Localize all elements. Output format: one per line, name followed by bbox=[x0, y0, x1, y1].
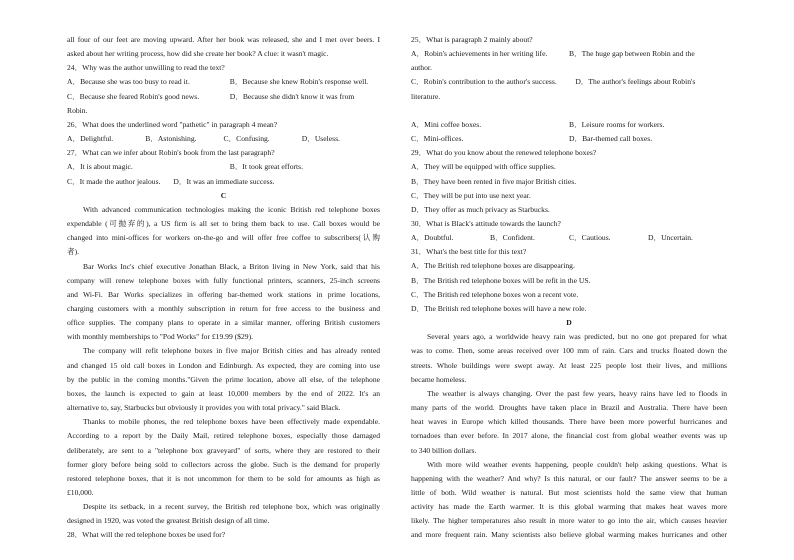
option-a: A．They will be equipped with office supplies. bbox=[411, 162, 556, 172]
text-line: was to come. Then, some areas received over 100 mm of rain. Cars and trucks floated down the bbox=[411, 346, 727, 356]
section-d-title: D bbox=[566, 318, 572, 328]
text-line: by the public in the coming months."Given the prime location, above all else, of the telephone bbox=[67, 374, 380, 384]
text-line: and Wi-Fi. Bar Works specializes in offering bar-themed work stations in prime locations, bbox=[67, 289, 380, 299]
option-c: C．The British red telephone boxes won a recent vote. bbox=[411, 289, 579, 299]
text-line: streets. Whole buildings were swept away. At least 225 people lost their lives, and millions bbox=[411, 360, 727, 370]
text-line: The weather is always changing. Over the past few years, heavy rains have led to floods in bbox=[427, 388, 727, 398]
question-30-stem: 30．What is Black's attitude towards the launch? bbox=[411, 219, 561, 229]
question-28-stem: 28．What will the red telephone boxes be used for? bbox=[67, 530, 226, 540]
option-b-continued: author. bbox=[411, 63, 432, 73]
option-d: D．The author's feelings about Robin's bbox=[575, 77, 696, 87]
option-a: A．Robin's achievements in her writing life. bbox=[411, 49, 548, 59]
question-25-options-row1 bbox=[411, 47, 727, 61]
option-b: B．Confident. bbox=[490, 233, 535, 243]
option-c: C．They will be put into use next year. bbox=[411, 190, 531, 200]
spacer bbox=[411, 104, 727, 118]
text-line: to 340 billion dollars. bbox=[411, 445, 477, 455]
text-line: happening with the weather? And why? Is this natural, or our fault? The answer seems to be a bbox=[411, 473, 727, 483]
text-line: The company will refit telephone boxes in five major British cities and has already rented bbox=[83, 346, 380, 356]
option-c: C．Mini-offices. bbox=[411, 134, 464, 144]
text-line: According to a report by the Daily Mail, retired telephone boxes, especially those damaged bbox=[67, 431, 380, 441]
text-line: office supplies. The company plans to operate in a similar manner, offering British customers bbox=[67, 318, 380, 328]
text-line: and changed 15 old call boxes in London and Edinburgh. As expected, they are coming into use bbox=[67, 360, 380, 370]
text-line: all four of our feet are moving upward. After her book was released, she and I met over beers. I bbox=[67, 35, 380, 44]
text-line: likely. The higher temperatures also result in more water to go into the air, which causes heavier bbox=[411, 516, 727, 526]
question-25-stem: 25．What is paragraph 2 mainly about? bbox=[411, 35, 533, 44]
question-28-options-row2 bbox=[411, 132, 727, 146]
question-27-options-row2 bbox=[67, 175, 380, 189]
question-26-stem: 26．What does the underlined word "pathetic" in paragraph 4 mean? bbox=[67, 119, 278, 129]
option-c: C．It made the author jealous. bbox=[67, 176, 161, 186]
option-d: D．Bar-themed call boxes. bbox=[569, 134, 653, 144]
option-a: A．Because she was too busy to read it. bbox=[67, 77, 190, 87]
text-line: asked about her writing process, how did she create her book? A clue: it wasn't magic. bbox=[67, 49, 329, 59]
question-26-options bbox=[67, 132, 380, 146]
option-c: C．Because she feared Robin's good news. bbox=[67, 91, 200, 101]
text-line: With more wild weather events happening, people couldn't help asking questions. What is bbox=[427, 459, 727, 469]
text-line: expendable (可抛弃的), a US firm is all set to bring them back to use. Call boxes would be bbox=[67, 219, 380, 229]
text-line: Despite its setback, in a recent survey, the British red telephone box, which was originally bbox=[83, 502, 380, 512]
section-c-title: C bbox=[220, 190, 227, 200]
option-c: C．Confusing. bbox=[223, 134, 270, 144]
text-line: charging customers with a monthly subscription in return for free access to the business and bbox=[67, 303, 380, 313]
text-line: and more frequent rain. Many scientists also believe global warming makes hurricanes and other bbox=[411, 530, 727, 540]
text-line: Bar Works Inc's chief executive Jonathan Black, a Briton living in New York, said that his bbox=[83, 261, 380, 271]
question-27-stem: 27．What can we infer about Robin's book from the last paragraph? bbox=[67, 148, 275, 158]
question-31-stem: 31．What's the best title for this text? bbox=[411, 247, 527, 257]
question-30-options bbox=[411, 231, 727, 245]
text-line: alternative to, say, Starbucks but obviously it provides you with total privacy." said Black. bbox=[67, 403, 341, 413]
option-d-continued: literature. bbox=[411, 91, 441, 101]
text-line: 者). bbox=[67, 247, 80, 257]
option-a: A．The British red telephone boxes are disappearing. bbox=[411, 261, 575, 271]
text-line: heat waves in Europe which killed thousands. There have been more powerful hurricanes and bbox=[411, 417, 727, 427]
text-line: with monthly memberships to "Pod Works" for £19.99 ($29). bbox=[67, 332, 254, 342]
option-b: B．The huge gap between Robin and the bbox=[569, 49, 695, 59]
option-d: D．It was an immediate success. bbox=[173, 176, 275, 186]
option-b: B．Astonishing. bbox=[145, 134, 197, 144]
option-d: D．Useless. bbox=[301, 134, 340, 144]
option-a: A．Delightful. bbox=[67, 134, 114, 144]
option-b: B．The British red telephone boxes will be refit in the US. bbox=[411, 275, 591, 285]
question-24-stem: 24．Why was the author unwilling to read the text? bbox=[67, 63, 225, 73]
option-b: B．It took great efforts. bbox=[229, 162, 303, 172]
text-line: former glory before being sold to collectors across the globe. Such is the demand for properly bbox=[67, 459, 380, 469]
question-28-options-row1 bbox=[411, 118, 727, 132]
question-24-options-row2 bbox=[67, 90, 380, 104]
option-d: D．Uncertain. bbox=[648, 233, 693, 243]
text-line: activity has made the Earth warmer. It is this global warming that makes heat waves more bbox=[411, 502, 727, 512]
text-line: designed in 1920, was voted the greatest British design of all time. bbox=[67, 516, 270, 526]
text-line: boxes, the launch is expected to gain at least 10,000 members by the end of 2022. It's an bbox=[67, 388, 380, 398]
question-24-options-row1 bbox=[67, 75, 380, 89]
option-b: B．They have been rented in five major British cities. bbox=[411, 176, 577, 186]
option-a: A．Mini coffee boxes. bbox=[411, 119, 482, 129]
text-line: tornadoes than ever before. In 2017 alone, the financial cost from global weather events was up bbox=[411, 431, 727, 441]
text-line: Several years ago, a worldwide heavy rain was predicted, but no one got prepared for what bbox=[427, 332, 727, 342]
option-a: A．It is about magic. bbox=[67, 162, 133, 172]
question-29-stem: 29．What do you know about the renewed telephone boxes? bbox=[411, 148, 597, 158]
text-line: became homeless. bbox=[411, 374, 467, 384]
right-column bbox=[411, 33, 727, 543]
text-line: With advanced communication technologies making the iconic British red telephone boxes bbox=[83, 204, 380, 214]
option-c: C．Cautious. bbox=[569, 233, 611, 243]
text-line: little of both. Wild weather is natural. But most scientists hold the same view that human bbox=[411, 487, 727, 497]
text-line: changed into mini-offices for workers on-the-go and will offer free coffee to subscribers(认购 bbox=[67, 233, 380, 243]
question-27-options-row1 bbox=[67, 160, 380, 174]
option-b: B．Because she knew Robin's response well. bbox=[229, 77, 369, 87]
option-d: D．They offer as much privacy as Starbucks. bbox=[411, 204, 550, 214]
option-c: C．Robin's contribution to the author's success. bbox=[411, 77, 557, 87]
question-25-options-row2 bbox=[411, 75, 727, 89]
option-d: D．The British red telephone boxes will have a new role. bbox=[411, 303, 587, 313]
text-line: £10,000. bbox=[67, 488, 94, 497]
option-a: A．Doubtful. bbox=[411, 233, 454, 243]
text-line: deliberately, are sent to a "telephone box graveyard" of sorts, where they are restored to their bbox=[67, 445, 380, 455]
left-column bbox=[67, 33, 380, 543]
option-d: D．Because she didn't know it was from bbox=[229, 91, 355, 101]
text-line: company will renew telephone boxes with fully functional printers, scanners, 25-inch screens bbox=[67, 275, 380, 285]
text-line: restored telephone boxes, that it is not uncommon for them to be sold for amounts as high as bbox=[67, 473, 380, 483]
text-line: Thanks to mobile phones, the red telephone boxes have been effectively made expendable. bbox=[83, 417, 380, 427]
option-b: B．Leisure rooms for workers. bbox=[569, 119, 665, 129]
option-d-continued: Robin. bbox=[67, 105, 88, 115]
text-line: many parts of the world. Droughts have taken place in Brazil and Australia. There have been bbox=[411, 403, 727, 413]
